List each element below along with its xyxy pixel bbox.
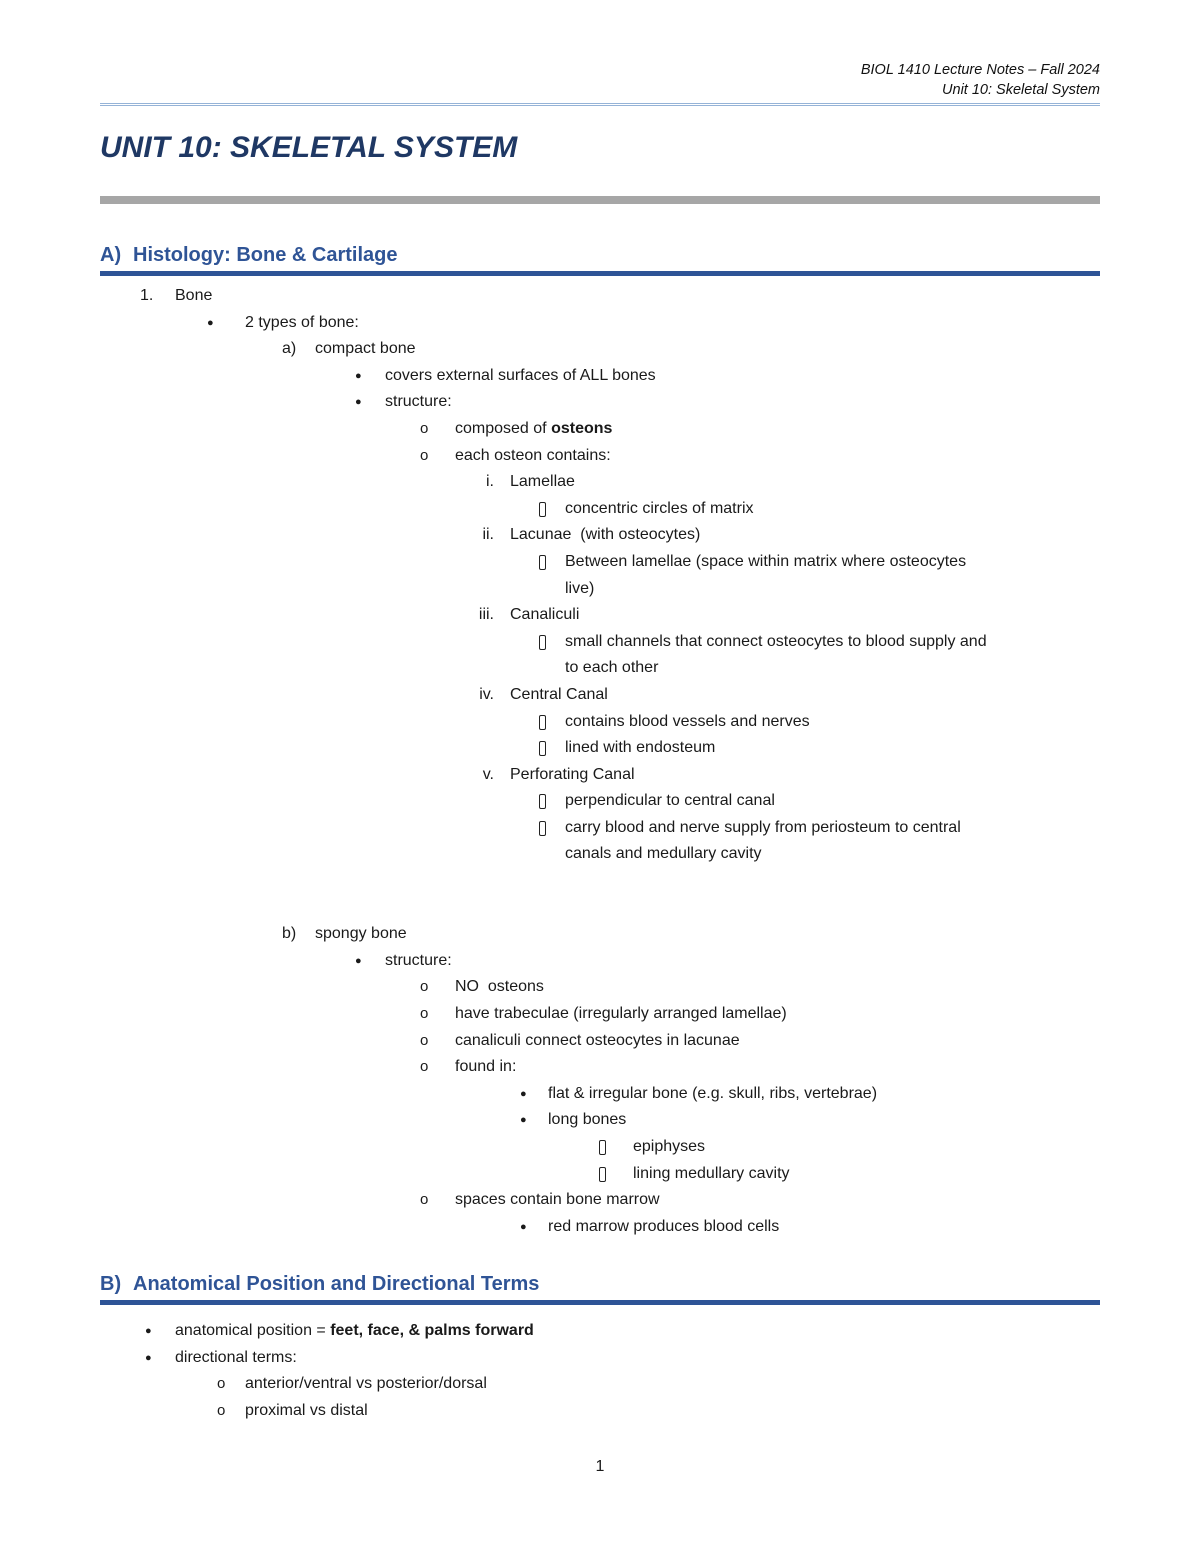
outline-text: Central Canal	[510, 685, 608, 703]
outline-row	[0, 496, 1200, 523]
outline-row	[0, 815, 1200, 842]
paragraph-gap	[0, 868, 1200, 921]
outline-row	[0, 336, 1200, 363]
list-letter: a)	[282, 340, 297, 358]
outline-row	[0, 735, 1200, 762]
outline-text: anterior/ventral vs posterior/dorsal	[245, 1375, 487, 1393]
outline-text: carry blood and nerve supply from periosteum to central	[565, 818, 961, 836]
outline-text: canaliculi connect osteocytes in lacunae	[455, 1031, 740, 1049]
box-bullet-icon	[539, 635, 546, 650]
outline-text-bold: feet, face, & palms forward	[330, 1322, 534, 1339]
outline-text: Lamellae	[510, 473, 575, 491]
box-bullet-icon	[539, 821, 546, 836]
outline-row	[0, 522, 1200, 549]
outline-text: spaces contain bone marrow	[455, 1191, 660, 1209]
outline-text: lining medullary cavity	[633, 1164, 790, 1182]
outline-text-plain: composed of	[455, 419, 552, 437]
outline-row-continuation	[0, 841, 1200, 868]
outline-row	[0, 682, 1200, 709]
outline-text: NO osteons	[455, 978, 544, 996]
section-b-marker: B)	[100, 1273, 122, 1295]
outline-row	[0, 469, 1200, 496]
outline-text: contains blood vessels and nerves	[565, 712, 810, 730]
page-number: 1	[595, 1458, 605, 1475]
roman-numeral: ii.	[482, 526, 494, 544]
roman-numeral: i.	[486, 473, 494, 491]
outline-row	[0, 602, 1200, 629]
circle-bullet-icon: o	[217, 1401, 226, 1419]
outline-row	[0, 921, 1200, 948]
header-course-line: BIOL 1410 Lecture Notes – Fall 2024	[860, 62, 1100, 78]
document-title: UNIT 10: SKELETAL SYSTEM	[100, 131, 518, 164]
outline-row	[0, 1345, 1200, 1372]
circle-bullet-icon: o	[420, 978, 429, 996]
outline-row	[0, 1161, 1200, 1188]
page-header	[100, 60, 1100, 106]
outline-row	[0, 363, 1200, 390]
outline-text: live)	[565, 579, 595, 597]
header-unit-line: Unit 10: Skeletal System	[942, 82, 1100, 98]
outline-row	[0, 1081, 1200, 1108]
outline-text: have trabeculae (irregularly arranged lamellae)	[455, 1005, 787, 1023]
outline-text: small channels that connect osteocytes to blood supply and	[565, 632, 987, 650]
outline-row	[0, 443, 1200, 470]
circle-bullet-icon: o	[420, 1005, 429, 1023]
outline-row-continuation	[0, 655, 1200, 682]
outline-text: directional terms:	[175, 1348, 297, 1366]
list-number: 1.	[140, 287, 154, 304]
list-letter: b)	[282, 925, 297, 943]
outline-row	[0, 709, 1200, 736]
outline-text: found in:	[455, 1058, 517, 1076]
circle-bullet-icon: o	[420, 446, 429, 464]
roman-numeral: iv.	[479, 685, 494, 703]
outline-text: proximal vs distal	[245, 1401, 368, 1419]
outline-text: 2 types of bone:	[245, 313, 359, 331]
box-bullet-icon	[539, 794, 546, 809]
outline-text	[175, 1318, 534, 1345]
outline-row	[0, 1371, 1200, 1398]
disc-bullet-icon: ●	[520, 1114, 527, 1127]
outline-row	[0, 1318, 1200, 1345]
circle-bullet-icon: o	[420, 1058, 429, 1076]
outline-row	[0, 1187, 1200, 1214]
section-a-label: Histology: Bone & Cartilage	[133, 244, 398, 266]
outline-text-bold: osteons	[551, 419, 613, 437]
circle-bullet-icon: o	[217, 1375, 226, 1393]
roman-numeral: v.	[482, 765, 494, 783]
outline-text: covers external surfaces of ALL bones	[385, 366, 656, 384]
box-bullet-icon	[599, 1167, 606, 1182]
outline-text: Perforating Canal	[510, 765, 635, 783]
outline-text: concentric circles of matrix	[565, 499, 754, 517]
outline-text: each osteon contains:	[455, 446, 611, 464]
outline-row	[0, 1398, 1200, 1425]
disc-bullet-icon: ●	[355, 396, 362, 409]
circle-bullet-icon: o	[420, 419, 429, 437]
box-bullet-icon	[539, 502, 546, 517]
roman-numeral: iii.	[478, 606, 494, 624]
box-bullet-icon	[539, 741, 546, 756]
outline-row	[0, 549, 1200, 576]
disc-bullet-icon: ●	[520, 1087, 527, 1100]
disc-bullet-icon: ●	[207, 316, 214, 329]
outline-text: spongy bone	[315, 925, 407, 943]
outline-text: to each other	[565, 659, 659, 677]
outline-text: long bones	[548, 1111, 627, 1129]
outline-text: red marrow produces blood cells	[548, 1217, 780, 1235]
outline-text: Lacunae (with osteocytes)	[510, 526, 701, 544]
outline-row	[0, 416, 1200, 443]
outline-row	[0, 1054, 1200, 1081]
outline-row	[0, 974, 1200, 1001]
section-b-outline	[0, 1318, 1200, 1424]
disc-bullet-icon: ●	[520, 1220, 527, 1233]
outline-text: Between lamellae (space within matrix where osteocytes	[565, 552, 967, 570]
disc-bullet-icon: ●	[355, 369, 362, 382]
outline-text: lined with endosteum	[565, 739, 716, 757]
section-a-outline	[0, 283, 1200, 1240]
outline-text: Bone	[175, 287, 213, 304]
outline-text: perpendicular to central canal	[565, 792, 775, 810]
outline-text: epiphyses	[633, 1138, 706, 1155]
circle-bullet-icon: o	[420, 1031, 429, 1049]
outline-row	[0, 1001, 1200, 1028]
outline-text: structure:	[385, 393, 452, 411]
section-a-marker: A)	[100, 244, 122, 266]
outline-text: flat & irregular bone (e.g. skull, ribs, vertebrae)	[548, 1084, 878, 1102]
outline-text-plain: anatomical position =	[175, 1322, 331, 1339]
outline-row	[0, 1107, 1200, 1134]
section-b-label: Anatomical Position and Directional Terms	[133, 1273, 540, 1295]
outline-row	[0, 1134, 1200, 1161]
outline-text: compact bone	[315, 340, 416, 358]
outline-row	[0, 1028, 1200, 1055]
outline-row-continuation	[0, 576, 1200, 603]
box-bullet-icon	[539, 555, 546, 570]
outline-row	[0, 788, 1200, 815]
disc-bullet-icon: ●	[145, 1351, 152, 1364]
disc-bullet-icon: ●	[145, 1325, 152, 1337]
outline-row	[0, 948, 1200, 975]
outline-row	[0, 310, 1200, 337]
outline-row	[0, 629, 1200, 656]
outline-row	[0, 283, 1200, 310]
section-b-heading	[100, 1272, 1100, 1305]
outline-row	[0, 389, 1200, 416]
box-bullet-icon	[539, 715, 546, 730]
circle-bullet-icon: o	[420, 1191, 429, 1209]
outline-text: structure:	[385, 951, 452, 969]
outline-text: Canaliculi	[510, 606, 580, 624]
outline-row	[0, 762, 1200, 789]
outline-text	[455, 416, 612, 443]
section-a-heading	[100, 243, 1100, 276]
outline-row	[0, 1214, 1200, 1241]
disc-bullet-icon: ●	[355, 954, 362, 967]
box-bullet-icon	[599, 1140, 606, 1155]
outline-text: canals and medullary cavity	[565, 845, 762, 863]
title-divider-bar	[100, 196, 1100, 204]
